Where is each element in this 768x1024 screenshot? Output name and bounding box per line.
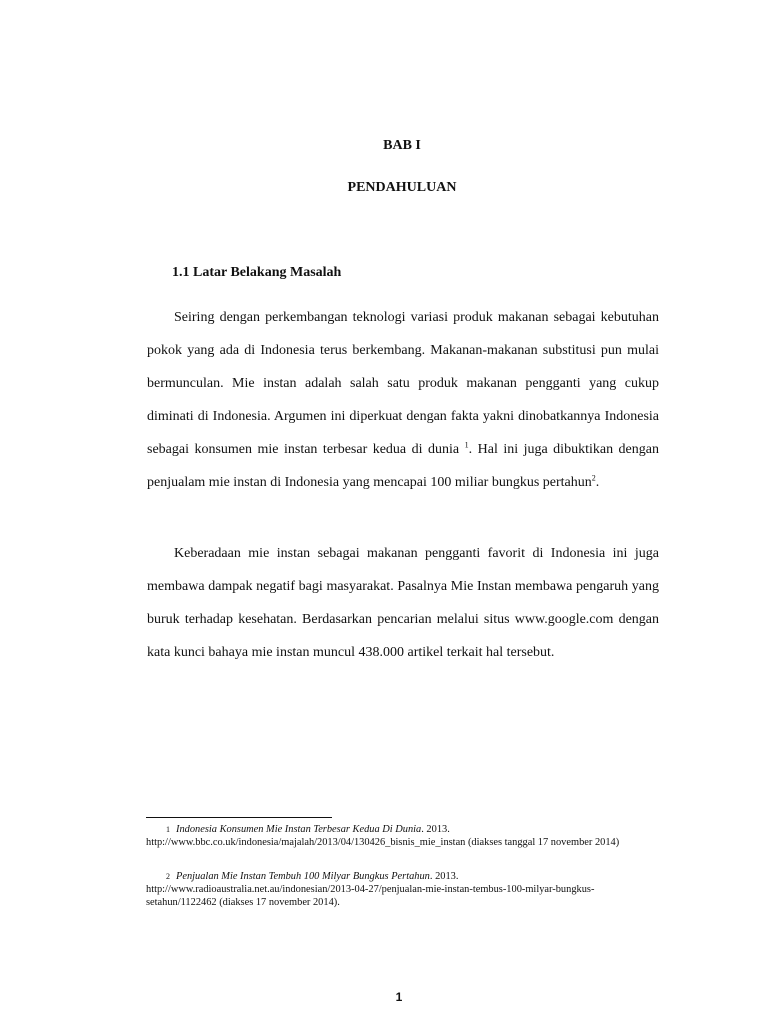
footnote-2-title: Penjualan Mie Instan Tembuh 100 Milyar Bungkus Pertahun [176, 871, 430, 882]
footnote-2-text: . 2013. http://www.radioaustralia.net.au/indonesian/2013-04-27/penjualan-mie-instan-tembus-100-milyar-bungkus-setahun/1122462 (diakses 17 november 2014). [146, 871, 595, 908]
footnote-1-text: . 2013. http://www.bbc.co.uk/indonesia/majalah/2013/04/130426_bisnis_mie_instan (diakses tanggal 17 november 2014) [146, 824, 620, 848]
paragraph-1-text-b: . Hal ini juga dibuktikan dengan penjualam mie instan di Indonesia yang mencapai 100 miliar bungkus pertahun [147, 442, 659, 490]
chapter-label: BAB I [383, 138, 421, 153]
footnote-1-number: 1 [166, 825, 170, 834]
paragraph-2: Keberadaan mie instan sebagai makanan pengganti favorit di Indonesia ini juga membawa dampak negatif bagi masyarakat. Pasalnya Mie Instan membawa pengaruh yang buruk terhadap kesehatan. Berdasarkan pencarian melalui situs www.google.com dengan kata kunci bahaya mie instan muncul 438.000 artikel terkait hal tersebut. [147, 546, 659, 660]
footnote-2 [146, 870, 662, 909]
footnote-1 [146, 823, 662, 849]
paragraph-1-text-c: . [595, 475, 600, 490]
footnote-2-number: 2 [166, 872, 170, 881]
footnote-ref-1: 1 [464, 440, 469, 450]
chapter-title: PENDAHULUAN [347, 180, 457, 195]
paragraph-1-text-a: Seiring dengan perkembangan teknologi variasi produk makanan sebagai kebutuhan pokok yang ada di Indonesia terus berkembang. Makanan-makanan substitusi pun mulai bermunculan. Mie instan adalah salah satu produk makanan pengganti yang cukup diminati di Indonesia. Argumen ini diperkuat dengan fakta yakni dinobatkannya Indonesia sebagai konsumen mie instan terbesar kedua di dunia [147, 310, 659, 457]
section-heading: 1.1 Latar Belakang Masalah [172, 265, 342, 280]
page-number: 1 [395, 990, 403, 1004]
footnote-ref-2: 2 [591, 473, 596, 483]
footnote-1-title: Indonesia Konsumen Mie Instan Terbesar Kedua Di Dunia [176, 824, 422, 835]
paragraph-1 [147, 301, 659, 499]
footnote-separator [146, 817, 332, 818]
